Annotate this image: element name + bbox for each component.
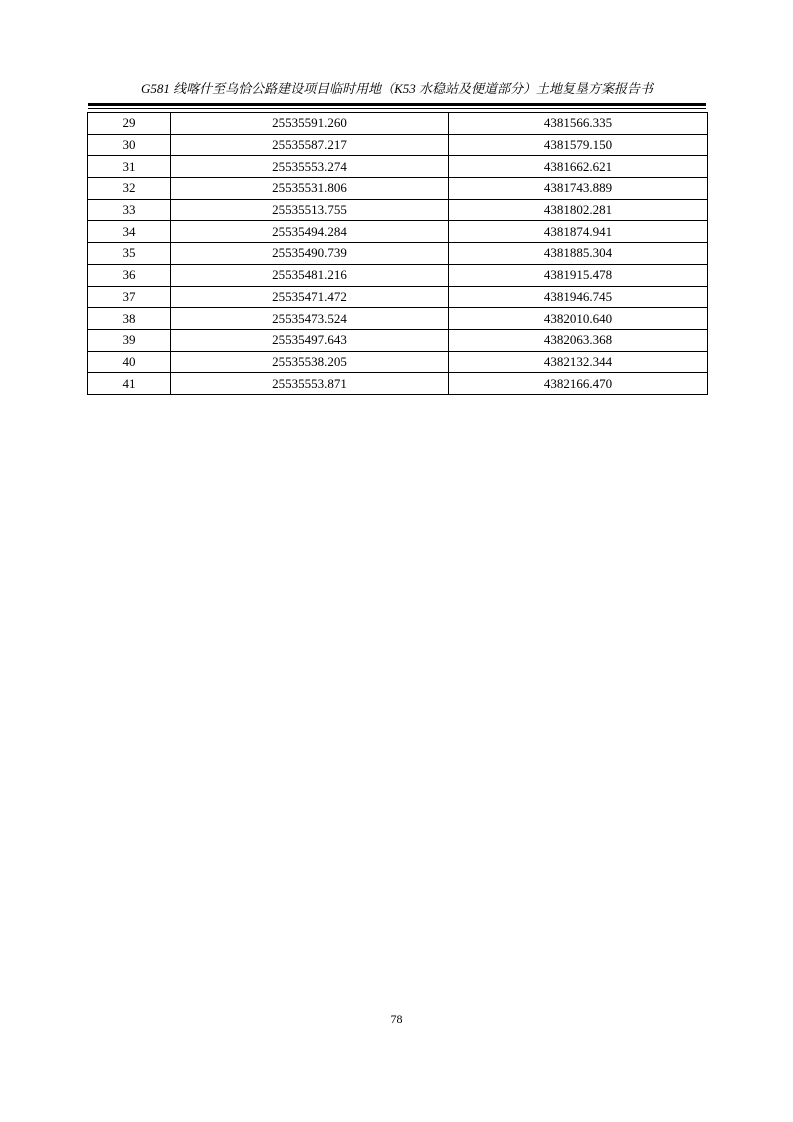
table-row [88,286,708,308]
x-coordinate-cell: 25535490.739 [171,243,449,265]
x-coordinate-cell: 25535591.260 [171,113,449,135]
y-coordinate-cell: 4381743.889 [449,178,708,200]
point-number-cell: 33 [88,199,171,221]
table-row [88,351,708,373]
x-coordinate-cell: 25535538.205 [171,351,449,373]
x-coordinate-cell: 25535494.284 [171,221,449,243]
point-number-cell: 31 [88,156,171,178]
x-coordinate-cell: 25535481.216 [171,264,449,286]
coordinate-table [87,112,708,395]
table-row [88,221,708,243]
table-row [88,373,708,395]
point-number-cell: 34 [88,221,171,243]
y-coordinate-cell: 4381662.621 [449,156,708,178]
point-number-cell: 36 [88,264,171,286]
x-coordinate-cell: 25535531.806 [171,178,449,200]
table-row [88,134,708,156]
x-coordinate-cell: 25535513.755 [171,199,449,221]
y-coordinate-cell: 4381874.941 [449,221,708,243]
point-number-cell: 29 [88,113,171,135]
x-coordinate-cell: 25535553.871 [171,373,449,395]
header-rule-thin [88,108,706,109]
y-coordinate-cell: 4381946.745 [449,286,708,308]
x-coordinate-cell: 25535587.217 [171,134,449,156]
y-coordinate-cell: 4381579.150 [449,134,708,156]
table-row [88,199,708,221]
point-number-cell: 32 [88,178,171,200]
y-coordinate-cell: 4381885.304 [449,243,708,265]
point-number-cell: 30 [88,134,171,156]
x-coordinate-cell: 25535473.524 [171,308,449,330]
table-row [88,329,708,351]
table-row [88,264,708,286]
point-number-cell: 40 [88,351,171,373]
header-rule-thick [88,103,706,106]
y-coordinate-cell: 4382063.368 [449,329,708,351]
y-coordinate-cell: 4382132.344 [449,351,708,373]
y-coordinate-cell: 4382166.470 [449,373,708,395]
y-coordinate-cell: 4381566.335 [449,113,708,135]
running-header: G581 线喀什至乌恰公路建设项目临时用地（K53 水稳站及便道部分）土地复垦方案报告书 [140,81,654,96]
table-row [88,243,708,265]
x-coordinate-cell: 25535497.643 [171,329,449,351]
table-row [88,156,708,178]
point-number-cell: 35 [88,243,171,265]
point-number-cell: 41 [88,373,171,395]
point-number-cell: 37 [88,286,171,308]
x-coordinate-cell: 25535471.472 [171,286,449,308]
x-coordinate-cell: 25535553.274 [171,156,449,178]
page-number: 78 [390,1012,403,1026]
table-row [88,308,708,330]
table-row [88,178,708,200]
point-number-cell: 39 [88,329,171,351]
y-coordinate-cell: 4381915.478 [449,264,708,286]
y-coordinate-cell: 4382010.640 [449,308,708,330]
table-row [88,113,708,135]
point-number-cell: 38 [88,308,171,330]
y-coordinate-cell: 4381802.281 [449,199,708,221]
